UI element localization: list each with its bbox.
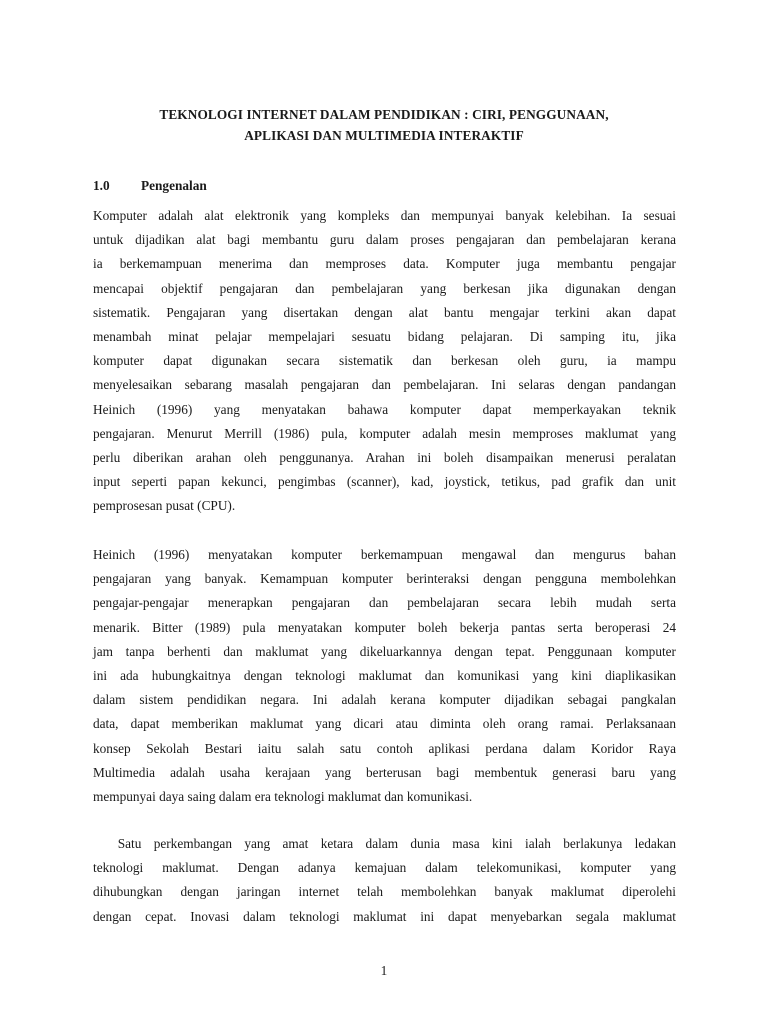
paragraph-line: untuk dijadikan alat bagi membantu guru dalam proses pengajaran dan pembelajaran kerana <box>93 232 676 248</box>
paragraph-3 <box>93 832 676 929</box>
paragraph-line: pemprosesan pusat (CPU). <box>93 498 236 514</box>
paragraph-line: data, dapat memberikan maklumat yang dicari atau diminta oleh orang ramai. Perlaksanaan <box>93 716 676 732</box>
paragraph-line: dihubungkan dengan jaringan internet telah membolehkan banyak maklumat diperolehi <box>93 884 676 900</box>
page-number: 1 <box>380 963 388 978</box>
paragraph-line: komputer dapat digunakan secara sistematik dan berkesan oleh guru, ia mampu <box>93 353 676 369</box>
paragraph-line: input seperti papan kekunci, pengimbas (scanner), kad, joystick, tetikus, pad grafik dan unit <box>93 474 676 490</box>
paragraph-2 <box>93 543 676 809</box>
paragraph-line: konsep Sekolah Bestari iaitu salah satu contoh aplikasi perdana dalam Koridor Raya <box>93 740 676 756</box>
paragraph-line: mencapai objektif pengajaran dan pembelajaran yang berkesan jika digunakan dengan <box>93 280 676 296</box>
paragraph-line: ia berkemampuan menerima dan memproses data. Komputer juga membantu pengajar <box>93 256 676 272</box>
section-number: 1.0 <box>93 178 110 193</box>
paragraph-line: perlu diberikan arahan oleh penggunanya. Arahan ini boleh disampaikan menerusi peralatan <box>93 449 676 465</box>
paragraph-line: Komputer adalah alat elektronik yang kompleks dan mempunyai banyak kelebihan. Ia sesuai <box>93 208 676 223</box>
paragraph-line: pengajar-pengajar menerapkan pengajaran dan pembelajaran secara lebih mudah serta <box>93 595 676 611</box>
paragraph-line: Satu perkembangan yang amat ketara dalam dunia masa kini ialah berlakunya ledakan <box>93 836 676 851</box>
document-title <box>92 104 676 146</box>
paragraph-1 <box>93 204 676 518</box>
paragraph-line: menyelesaikan sebarang masalah pengajaran dan pembelajaran. Ini selaras dengan pandangan <box>93 377 676 393</box>
section-title: Pengenalan <box>141 178 207 193</box>
title-line-2: APLIKASI DAN MULTIMEDIA INTERAKTIF <box>244 128 524 143</box>
section-heading <box>93 176 207 196</box>
paragraph-line: dengan cepat. Inovasi dalam teknologi maklumat ini dapat menyebarkan segala maklumat <box>93 908 676 924</box>
paragraph-line: pengajaran yang banyak. Kemampuan komputer berinteraksi dengan pengguna membolehkan <box>93 571 676 587</box>
paragraph-line: dalam sistem pendidikan negara. Ini adalah kerana komputer dijadikan sebagai pangkalan <box>93 692 676 708</box>
paragraph-line: sistematik. Pengajaran yang disertakan dengan alat bantu mengajar terkini akan dapat <box>93 304 676 320</box>
paragraph-line: ini ada hubungkaitnya dengan teknologi maklumat dan komunikasi yang kini diaplikasikan <box>93 667 676 683</box>
paragraph-line: Multimedia adalah usaha kerajaan yang berterusan bagi membentuk generasi baru yang <box>93 764 676 780</box>
paragraph-line: Heinich (1996) menyatakan komputer berkemampuan mengawal dan mengurus bahan <box>93 547 676 562</box>
paragraph-line: teknologi maklumat. Dengan adanya kemajuan dalam telekomunikasi, komputer yang <box>93 860 676 876</box>
paragraph-line: menambah minat pelajar mempelajari sesuatu bidang pelajaran. Di samping itu, jika <box>93 328 676 344</box>
paragraph-line: jam tanpa berhenti dan maklumat yang dikeluarkannya dengan tepat. Penggunaan komputer <box>93 643 676 659</box>
title-line-1: TEKNOLOGI INTERNET DALAM PENDIDIKAN : CIRI, PENGGUNAAN, <box>159 107 609 122</box>
paragraph-line: menarik. Bitter (1989) pula menyatakan komputer boleh bekerja pantas serta beroperasi 24 <box>93 619 676 635</box>
paragraph-line: mempunyai daya saing dalam era teknologi maklumat dan komunikasi. <box>93 788 473 804</box>
paragraph-line: pengajaran. Menurut Merrill (1986) pula, komputer adalah mesin memproses maklumat yang <box>93 425 676 441</box>
paragraph-line: Heinich (1996) yang menyatakan bahawa komputer dapat memperkayakan teknik <box>93 401 676 417</box>
